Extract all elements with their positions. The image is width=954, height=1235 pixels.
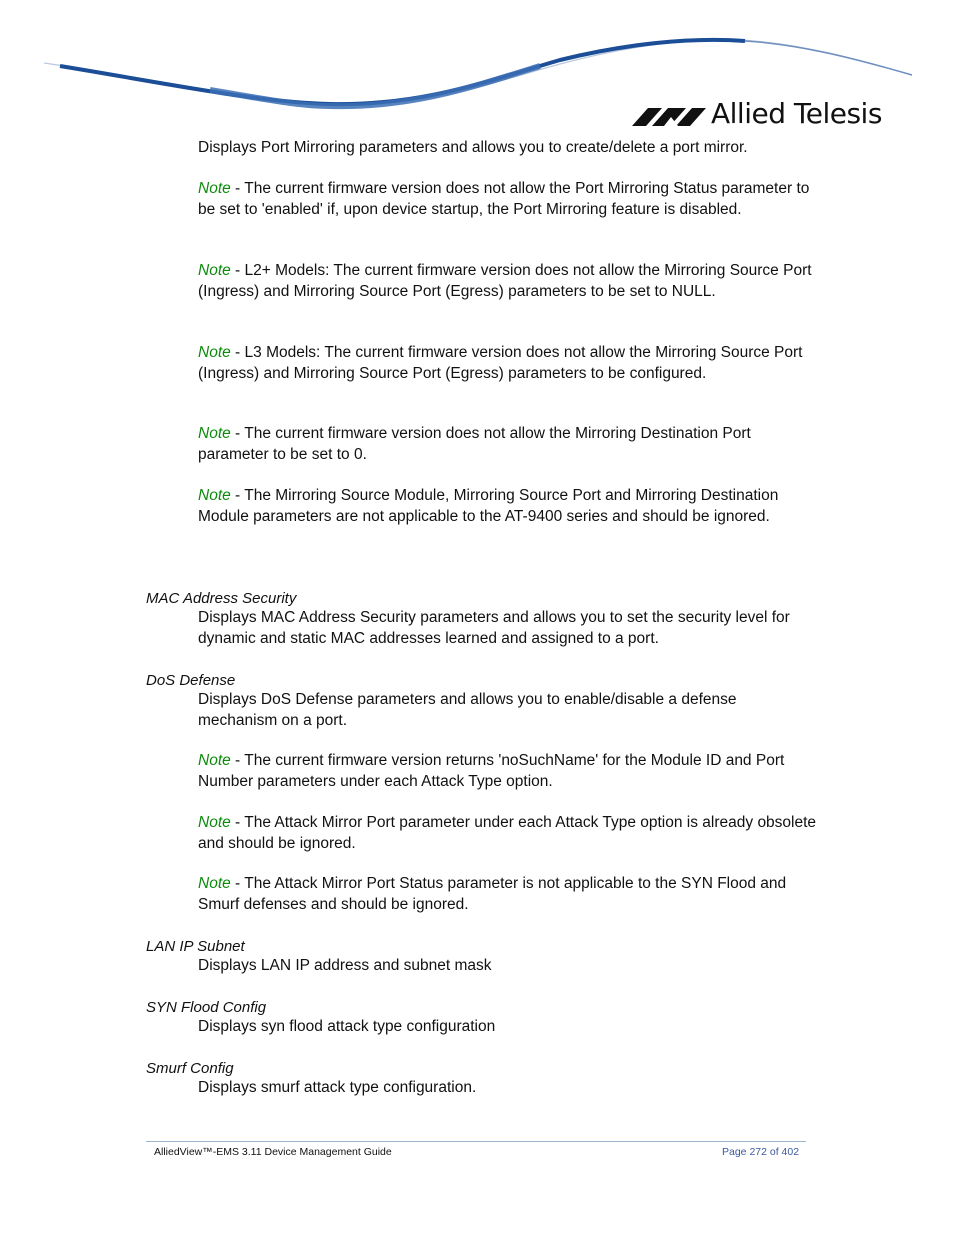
footer-document-title: AlliedView™-EMS 3.11 Device Management Guide: [154, 1146, 392, 1158]
smurf-description: Displays smurf attack type configuration.: [198, 1079, 477, 1096]
dos-defense-description: Displays DoS Defense parameters and allows you to enable/disable a defense mechanism on a port.: [198, 691, 737, 729]
note-text: The Attack Mirror Port parameter under each Attack Type option is already obsolete and should be ignored.: [198, 814, 817, 852]
note-text: The Mirroring Source Module, Mirroring Source Port and Mirroring Destination Module parameters are not applicable to the AT-9400 series and should be ignored.: [198, 487, 779, 525]
note-separator: -: [230, 487, 245, 504]
note-paragraph: [198, 486, 818, 527]
logo-wordmark: Allied Telesis: [711, 97, 882, 130]
footer-page-number: Page 272 of 402: [722, 1146, 800, 1158]
note-text: L2+ Models: The current firmware version does not allow the Mirroring Source Port (Ingress) and Mirroring Source Port (Egress) parameters to be set to NULL.: [198, 262, 812, 300]
note-label: Note: [198, 425, 231, 442]
section-heading-dos-defense: DoS Defense: [146, 672, 236, 689]
note-separator: -: [230, 752, 245, 769]
mac-security-description: Displays MAC Address Security parameters and allows you to set the security level for dynamic and static MAC addresses learned and assigned to a port.: [198, 609, 790, 647]
port-mirroring-description: Displays Port Mirroring parameters and allows you to create/delete a port mirror.: [198, 139, 748, 156]
note-label: Note: [198, 487, 231, 504]
syn-flood-description: Displays syn flood attack type configuration: [198, 1018, 496, 1035]
note-paragraph: [198, 424, 818, 465]
note-label: Note: [198, 875, 231, 892]
note-label: Note: [198, 262, 231, 279]
note-text: The current firmware version does not allow the Port Mirroring Status parameter to be set to 'enabled' if, upon device startup, the Port Mirroring feature is disabled.: [198, 180, 810, 218]
note-separator: -: [230, 425, 245, 442]
note-label: Note: [198, 344, 231, 361]
note-separator: -: [230, 262, 245, 279]
note-separator: -: [230, 344, 245, 361]
section-heading-lan-ip-subnet: LAN IP Subnet: [146, 938, 245, 955]
section-heading-syn-flood-config: SYN Flood Config: [146, 999, 267, 1016]
note-separator: -: [230, 814, 245, 831]
note-paragraph: [198, 261, 818, 302]
lan-ip-description: Displays LAN IP address and subnet mask: [198, 957, 492, 974]
section-heading-smurf-config: Smurf Config: [146, 1060, 234, 1077]
note-text: The current firmware version does not allow the Mirroring Destination Port parameter to be set to 0.: [198, 425, 751, 463]
note-label: Note: [198, 814, 231, 831]
note-paragraph: [198, 813, 818, 854]
note-label: Note: [198, 180, 231, 197]
allied-telesis-logo-icon: [632, 108, 706, 126]
section-heading-mac-address-security: MAC Address Security: [146, 590, 297, 607]
note-label: Note: [198, 752, 231, 769]
note-paragraph: [198, 751, 818, 792]
note-text: The current firmware version returns 'noSuchName' for the Module ID and Port Number parameters under each Attack Type option.: [198, 752, 785, 790]
note-text: The Attack Mirror Port Status parameter is not applicable to the SYN Flood and Smurf defenses and should be ignored.: [198, 875, 787, 913]
note-paragraph: [198, 179, 818, 220]
footer-divider: [146, 1141, 806, 1142]
note-paragraph: [198, 343, 818, 384]
note-text: L3 Models: The current firmware version does not allow the Mirroring Source Port (Ingress) and Mirroring Source Port (Egress) parameters to be configured.: [198, 344, 803, 382]
note-separator: -: [230, 875, 245, 892]
note-paragraph: [198, 874, 818, 915]
note-separator: -: [230, 180, 245, 197]
